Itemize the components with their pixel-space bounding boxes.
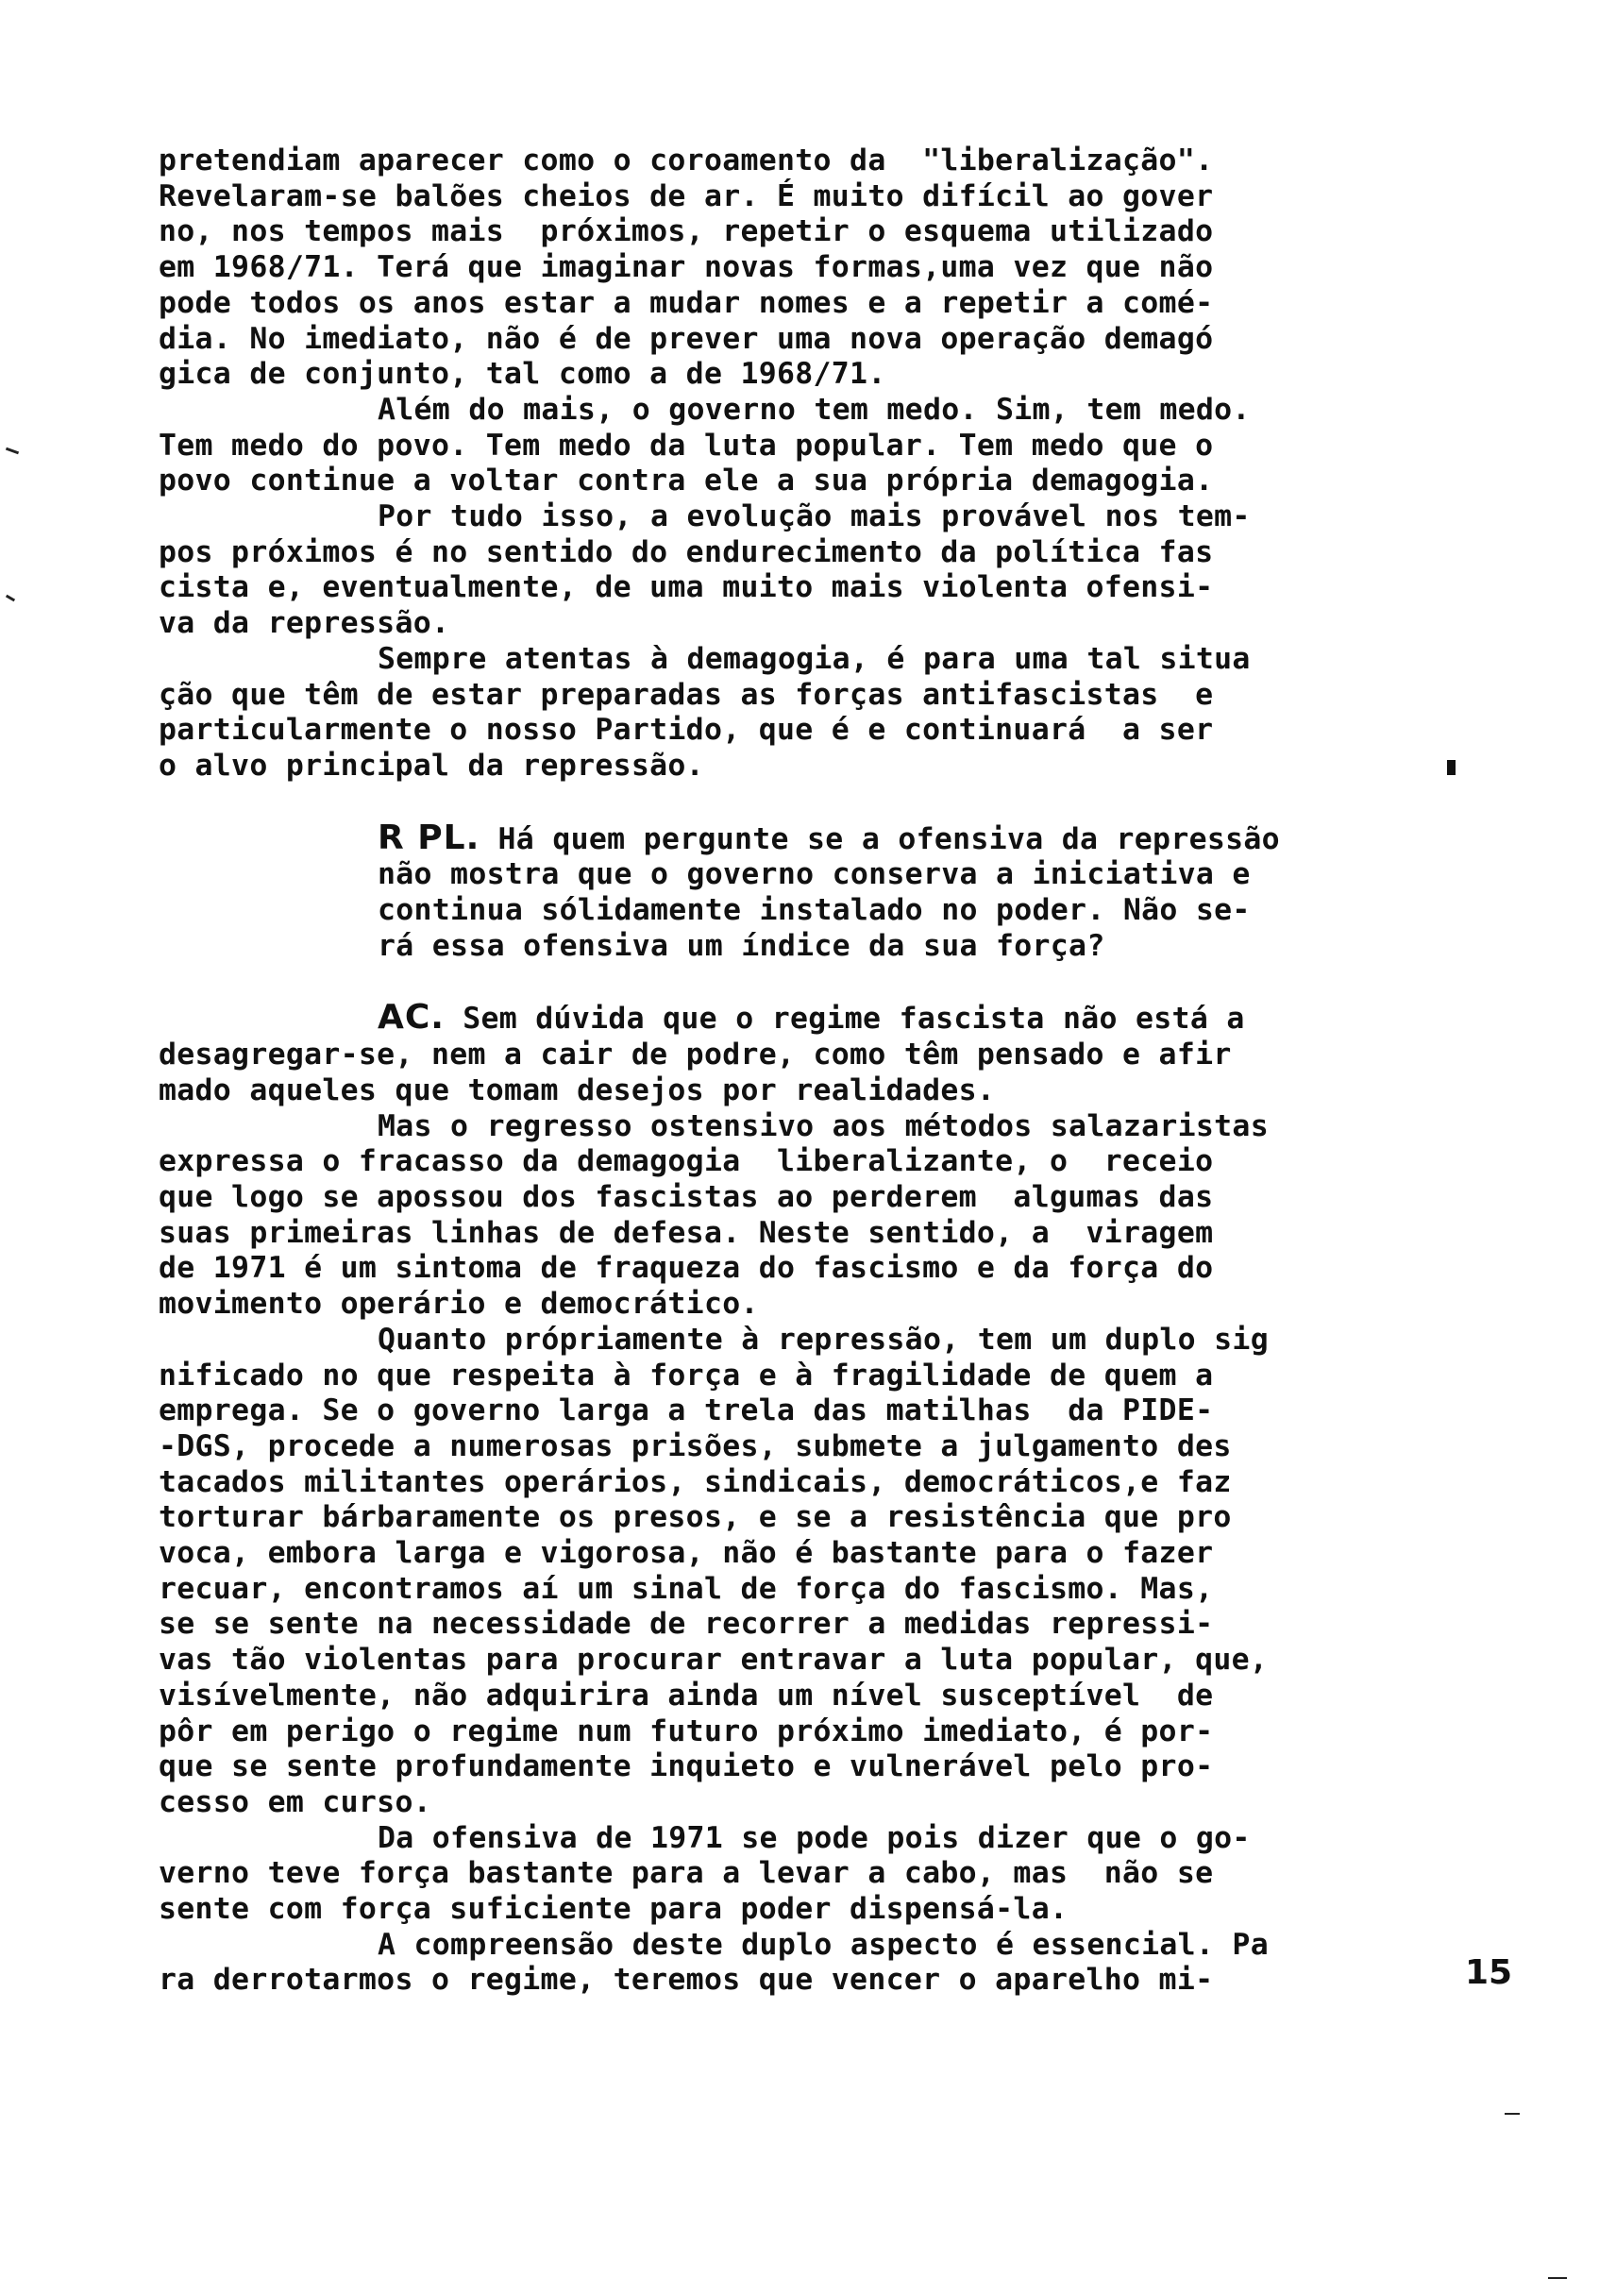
text-line: expressa o fracasso da demagogia liberalizante, o receio [159,1144,1214,1179]
paragraph-continuation [159,144,1456,393]
end-of-section-mark [1447,760,1456,775]
text-line: ra derrotarmos o regime, teremos que vencer o aparelho mi- [159,1963,1214,1998]
text-line: Quanto própriamente à repressão, tem um duplo sig [378,1322,1269,1357]
text-line: sente com força suficiente para poder dispensá-la. [159,1892,1069,1927]
text-line: pos próximos é no sentido do endurecimento da política fas [159,534,1214,569]
text-line: visívelmente, não adquirira ainda um nível susceptível de [159,1678,1214,1713]
text-line: Tem medo do povo. Tem medo da luta popular. Tem medo que o [159,428,1214,463]
text-line: mado aqueles que tomam desejos por realidades. [159,1072,996,1107]
text-line: movimento operário e democrático. [159,1287,759,1322]
text-line: cesso em curso. [159,1784,431,1819]
text-line: -DGS, procede a numerosas prisões, submete a julgamento des [159,1428,1232,1463]
page-number: 15 [1465,1953,1513,1992]
text-line: gica de conjunto, tal como a de 1968/71. [159,357,886,392]
document-page [159,144,1456,1999]
text-line: va da repressão. [159,606,450,641]
scan-mark [6,447,19,455]
interview-answer [159,1000,1456,1108]
text-line: o alvo principal da repressão. [159,749,1456,785]
text-line: particularmente o nosso Partido, que é e continuará a ser [159,713,1214,748]
text-line: Sempre atentas à demagogia, é para uma tal situa [378,641,1251,676]
text-line: pode todos os anos estar a mudar nomes e a repetir a comé- [159,285,1214,320]
text-line: pôr em perigo o regime num futuro próximo imediato, é por- [159,1714,1214,1748]
text-line: rá essa ofensiva um índice da sua força? [378,928,1105,963]
answer-text: Sem dúvida que o regime fascista não está a [444,1002,1245,1037]
text-line: torturar bárbaramente os presos, e se a resistência que pro [159,1500,1232,1535]
text-line: voca, embora larga e vigorosa, não é bastante para o fazer [159,1536,1214,1571]
text-line: não mostra que o governo conserva a iniciativa e [378,857,1251,892]
paragraph-fear [159,393,1456,499]
speaker-label-rpl: R PL. [378,818,480,857]
text-line: Além do mais, o governo tem medo. Sim, tem medo. [378,392,1251,427]
text-line: pretendiam aparecer como o coroamento da "liberalização". [159,144,1214,177]
text-line: Revelaram-se balões cheios de ar. É muito difícil ao gover [159,178,1214,213]
spacer [159,785,1456,820]
text-line: Da ofensiva de 1971 se pode pois dizer que o go- [378,1820,1251,1855]
text-line: em 1968/71. Terá que imaginar novas formas,uma vez que não [159,250,1214,285]
text-line: no, nos tempos mais próximos, repetir o esquema utilizado [159,214,1214,249]
paragraph-repression [159,1323,1456,1821]
text-line: povo continue a voltar contra ele a sua própria demagogia. [159,464,1214,498]
text-line: suas primeiras linhas de defesa. Neste sentido, a viragem [159,1215,1214,1250]
scan-mark [1548,2277,1567,2279]
text-line: Mas o regresso ostensivo aos métodos salazaristas [378,1108,1269,1143]
interview-question [159,820,1456,965]
paragraph-salazarist-methods [159,1109,1456,1323]
text-line: A compreensão deste duplo aspecto é essencial. Pa [378,1927,1269,1962]
text-line: tacados militantes operários, sindicais, democráticos,e faz [159,1464,1232,1499]
paragraph-offensive-1971 [159,1821,1456,1928]
text-line: verno teve força bastante para a levar a cabo, mas não se [159,1856,1214,1891]
text-line: recuar, encontramos aí um sinal de força do fascismo. Mas, [159,1571,1214,1606]
text-line: ção que têm de estar preparadas as forças antifascistas e [159,677,1214,712]
text-line: emprega. Se o governo larga a trela das matilhas da PIDE- [159,1393,1214,1428]
spacer [159,964,1456,1000]
text-line: nificado no que respeita à força e à fragilidade de quem a [159,1358,1214,1393]
text-line: dia. No imediato, não é de prever uma nova operação demagó [159,321,1214,356]
paragraph-evolution [159,499,1456,642]
scan-mark [1505,2113,1520,2115]
text-line: continua sólidamente instalado no poder. Não se- [378,893,1251,928]
text-line [159,820,1456,858]
text-line: desagregar-se, nem a cair de podre, como têm pensado e afir [159,1038,1232,1072]
text-line: que logo se apossou dos fascistas ao perderem algumas das [159,1179,1214,1214]
speaker-label-ac: AC. [378,998,445,1038]
text-line: que se sente profundamente inquieto e vulnerável pelo pro- [159,1749,1214,1784]
text-line: cista e, eventualmente, de uma muito mais violenta ofensi- [159,570,1214,605]
text-line [159,1000,1456,1038]
text-line: vas tão violentas para procurar entravar a luta popular, que, [159,1643,1269,1678]
scan-mark [6,595,15,602]
text-line: se se sente na necessidade de recorrer a medidas repressi- [159,1607,1214,1642]
text-line: de 1971 é um sintoma de fraqueza do fascismo e da força do [159,1251,1214,1286]
question-text: Há quem pergunte se a ofensiva da repressão [480,821,1280,856]
text-line: Por tudo isso, a evolução mais provável nos tem- [378,499,1251,534]
paragraph-party [159,642,1456,785]
paragraph-double-aspect [159,1928,1456,1999]
